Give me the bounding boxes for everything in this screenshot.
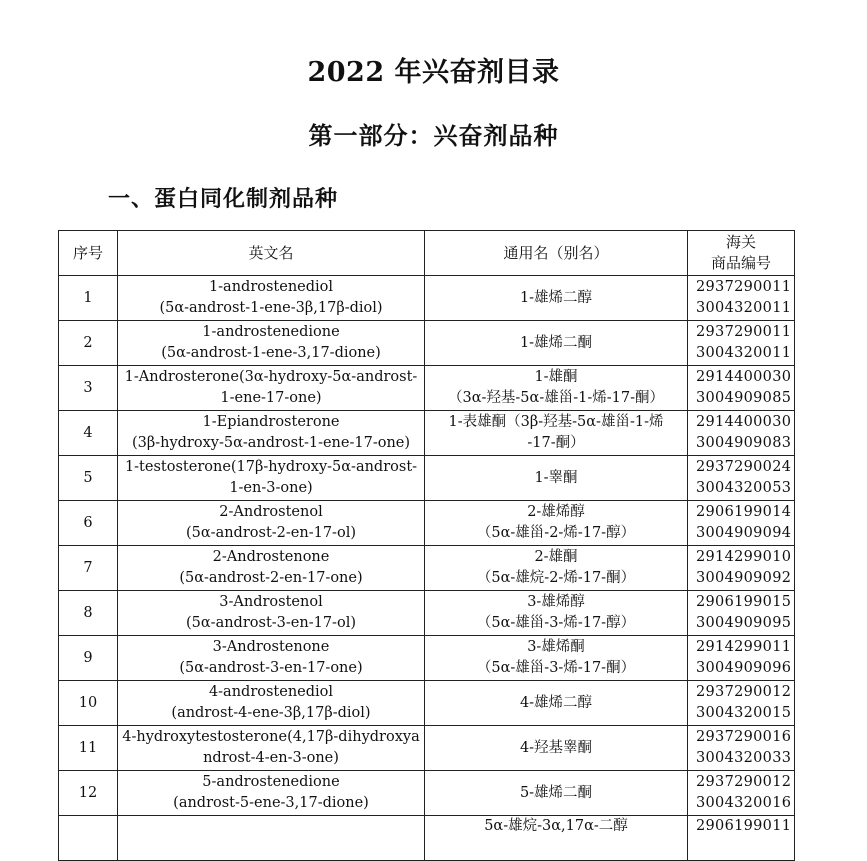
table-row: [59, 456, 795, 501]
customs-code-line: 2906199015: [696, 594, 792, 610]
common-name: [425, 501, 688, 546]
table-row: [59, 546, 795, 591]
english-name: [118, 636, 425, 681]
customs-code-line: 2914400030: [696, 414, 792, 430]
common-name: [425, 276, 688, 321]
section-title: 一、蛋白同化制剂品种: [108, 187, 339, 212]
customs-code-line: 3004909083: [696, 435, 792, 451]
common-name-line: 5α-雄烷-3α,17α-二醇: [484, 818, 628, 834]
common-name: [425, 726, 688, 771]
row-number: 11: [59, 726, 118, 771]
header-customs-code: [688, 231, 795, 276]
customs-code-line: 2937290012: [696, 684, 792, 700]
english-name-line: 3-Androstenone: [212, 639, 330, 655]
common-name: [425, 321, 688, 366]
english-name: [118, 276, 425, 321]
english-name-line: (5α-androst-1-ene-3β,17β-diol): [159, 300, 383, 316]
customs-code-line: 3004320011: [696, 300, 792, 316]
customs-code-line: 2937290024: [696, 459, 792, 475]
english-name-line: (5α-androst-3-en-17-one): [179, 660, 363, 676]
common-name-line: （3α-羟基-5α-雄甾-1-烯-17-酮）: [447, 390, 664, 406]
customs-code-line: 3004320011: [696, 345, 792, 361]
row-number: 4: [59, 411, 118, 456]
english-name: [118, 456, 425, 501]
customs-code-line: 2937290016: [696, 729, 792, 745]
common-name: [425, 771, 688, 816]
common-name-line: 1-雄烯二酮: [519, 334, 593, 351]
english-name-line: 1-Epiandrosterone: [202, 414, 340, 430]
header-common-name: 通用名（别名）: [425, 231, 688, 276]
english-name-line: 1-ene-17-one): [220, 390, 322, 406]
customs-code: [688, 411, 795, 456]
row-number: 5: [59, 456, 118, 501]
table-row: [59, 366, 795, 411]
english-name-line: 4-androstenediol: [208, 684, 334, 700]
common-name-line: 1-雄酮: [534, 369, 578, 385]
table-row: [59, 321, 795, 366]
english-name: [118, 546, 425, 591]
english-name: [118, 771, 425, 816]
common-name-line: 2-雄烯醇: [527, 504, 585, 520]
customs-code-line: 2914299011: [696, 639, 792, 655]
english-name-line: 1-testosterone(17β-hydroxy-5α-androst-: [124, 459, 418, 475]
customs-code-line: 3004320053: [696, 480, 792, 496]
customs-code: [688, 546, 795, 591]
table-row: [59, 681, 795, 726]
common-name-line: 5-雄烯二酮: [519, 784, 593, 801]
header-customs-code-line: 商品编号: [710, 254, 771, 272]
customs-code-line: 2906199011: [696, 818, 792, 834]
row-number: 7: [59, 546, 118, 591]
table-row: [59, 276, 795, 321]
header-english-name: 英文名: [118, 231, 425, 276]
row-number: 6: [59, 501, 118, 546]
customs-code-line: 2914400030: [696, 369, 792, 385]
customs-code: [688, 321, 795, 366]
english-name-line: (androst-4-ene-3β,17β-diol): [171, 705, 371, 721]
english-name-line: 2-Androstenol: [219, 504, 323, 520]
english-name: [118, 591, 425, 636]
customs-code-line: 2937290011: [696, 279, 792, 295]
table-row: [59, 771, 795, 816]
common-name-line: （5α-雄甾-3-烯-17-醇）: [476, 615, 636, 631]
common-name: [425, 636, 688, 681]
common-name-line: 1-睾酮: [534, 469, 578, 486]
customs-code-line: 3004909095: [696, 615, 792, 631]
customs-code: [688, 771, 795, 816]
customs-code-line: 2906199014: [696, 504, 792, 520]
row-number: 9: [59, 636, 118, 681]
table-row: [59, 411, 795, 456]
common-name: [425, 546, 688, 591]
common-name-line: （5α-雄甾-3-烯-17-酮）: [476, 660, 636, 676]
english-name-line: 3-Androstenol: [219, 594, 323, 610]
english-name: [118, 816, 425, 861]
common-name-line: （5α-雄甾-2-烯-17-醇）: [476, 525, 636, 541]
common-name: [425, 411, 688, 456]
table-row: [59, 636, 795, 681]
english-name: [118, 321, 425, 366]
customs-code-line: 3004320016: [696, 795, 792, 811]
customs-code: [688, 501, 795, 546]
common-name: [425, 366, 688, 411]
customs-code: [688, 591, 795, 636]
english-name-line: 5-androstenedione: [202, 774, 340, 790]
english-name-line: 1-Androsterone(3α-hydroxy-5α-androst-: [124, 369, 418, 385]
common-name-line: -17-酮）: [527, 435, 585, 451]
customs-code: [688, 636, 795, 681]
customs-code: [688, 366, 795, 411]
common-name-line: 4-羟基睾酮: [519, 739, 593, 756]
common-name: [425, 681, 688, 726]
page-title: 2022 年兴奋剂目录: [307, 57, 560, 88]
english-name: [118, 501, 425, 546]
english-name-line: (androst-5-ene-3,17-dione): [173, 795, 369, 811]
row-number: 3: [59, 366, 118, 411]
common-name-line: 1-雄烯二醇: [519, 289, 593, 306]
table-body: [59, 276, 795, 861]
customs-code: [688, 816, 795, 861]
customs-code-line: 3004909092: [696, 570, 792, 586]
english-name-line: (5α-androst-3-en-17-ol): [186, 615, 356, 631]
english-name: [118, 726, 425, 771]
customs-code-line: 3004320033: [696, 750, 792, 766]
table-row: [59, 816, 795, 861]
table-row: [59, 726, 795, 771]
row-number: 2: [59, 321, 118, 366]
customs-code: [688, 726, 795, 771]
common-name-line: 4-雄烯二醇: [519, 694, 593, 711]
customs-code-line: 2937290012: [696, 774, 792, 790]
english-name: [118, 411, 425, 456]
table-row: [59, 501, 795, 546]
row-number: 12: [59, 771, 118, 816]
english-name-line: 1-androstenedione: [202, 324, 340, 340]
english-name-line: 1-androstenediol: [208, 279, 334, 295]
header-customs-code-line: 海关: [725, 233, 756, 251]
customs-code: [688, 681, 795, 726]
customs-code: [688, 276, 795, 321]
row-number: [59, 816, 118, 861]
common-name: [425, 816, 688, 861]
substance-table: [58, 230, 795, 861]
customs-code-line: 3004909096: [696, 660, 792, 676]
common-name-line: 2-雄酮: [534, 549, 578, 565]
common-name-line: 3-雄烯醇: [527, 594, 585, 610]
customs-code-line: 3004909085: [696, 390, 792, 406]
common-name: [425, 456, 688, 501]
english-name-line: 2-Androstenone: [212, 549, 330, 565]
english-name-line: 4-hydroxytestosterone(4,17β-dihydroxya: [122, 729, 420, 745]
english-name: [118, 366, 425, 411]
common-name-line: 3-雄烯酮: [527, 639, 585, 655]
english-name-line: (3β-hydroxy-5α-androst-1-ene-17-one): [131, 435, 411, 451]
customs-code-line: 2937290011: [696, 324, 792, 340]
row-number: 10: [59, 681, 118, 726]
customs-code-line: 2914299010: [696, 549, 792, 565]
table-row: [59, 591, 795, 636]
common-name-line: （5α-雄烷-2-烯-17-酮）: [476, 570, 636, 586]
customs-code: [688, 456, 795, 501]
english-name-line: 1-en-3-one): [229, 480, 313, 496]
part-title: 第一部分：兴奋剂品种: [308, 121, 559, 150]
english-name-line: ndrost-4-en-3-one): [203, 750, 339, 766]
english-name-line: (5α-androst-2-en-17-ol): [186, 525, 356, 541]
row-number: 1: [59, 276, 118, 321]
english-name-line: (5α-androst-2-en-17-one): [179, 570, 363, 586]
common-name: [425, 591, 688, 636]
english-name-line: (5α-androst-1-ene-3,17-dione): [161, 345, 381, 361]
customs-code-line: 3004320015: [696, 705, 792, 721]
row-number: 8: [59, 591, 118, 636]
table-header-row: [59, 231, 795, 276]
english-name: [118, 681, 425, 726]
header-no: 序号: [59, 231, 118, 276]
customs-code-line: 3004909094: [696, 525, 792, 541]
common-name-line: 1-表雄酮（3β-羟基-5α-雄甾-1-烯: [448, 414, 664, 430]
